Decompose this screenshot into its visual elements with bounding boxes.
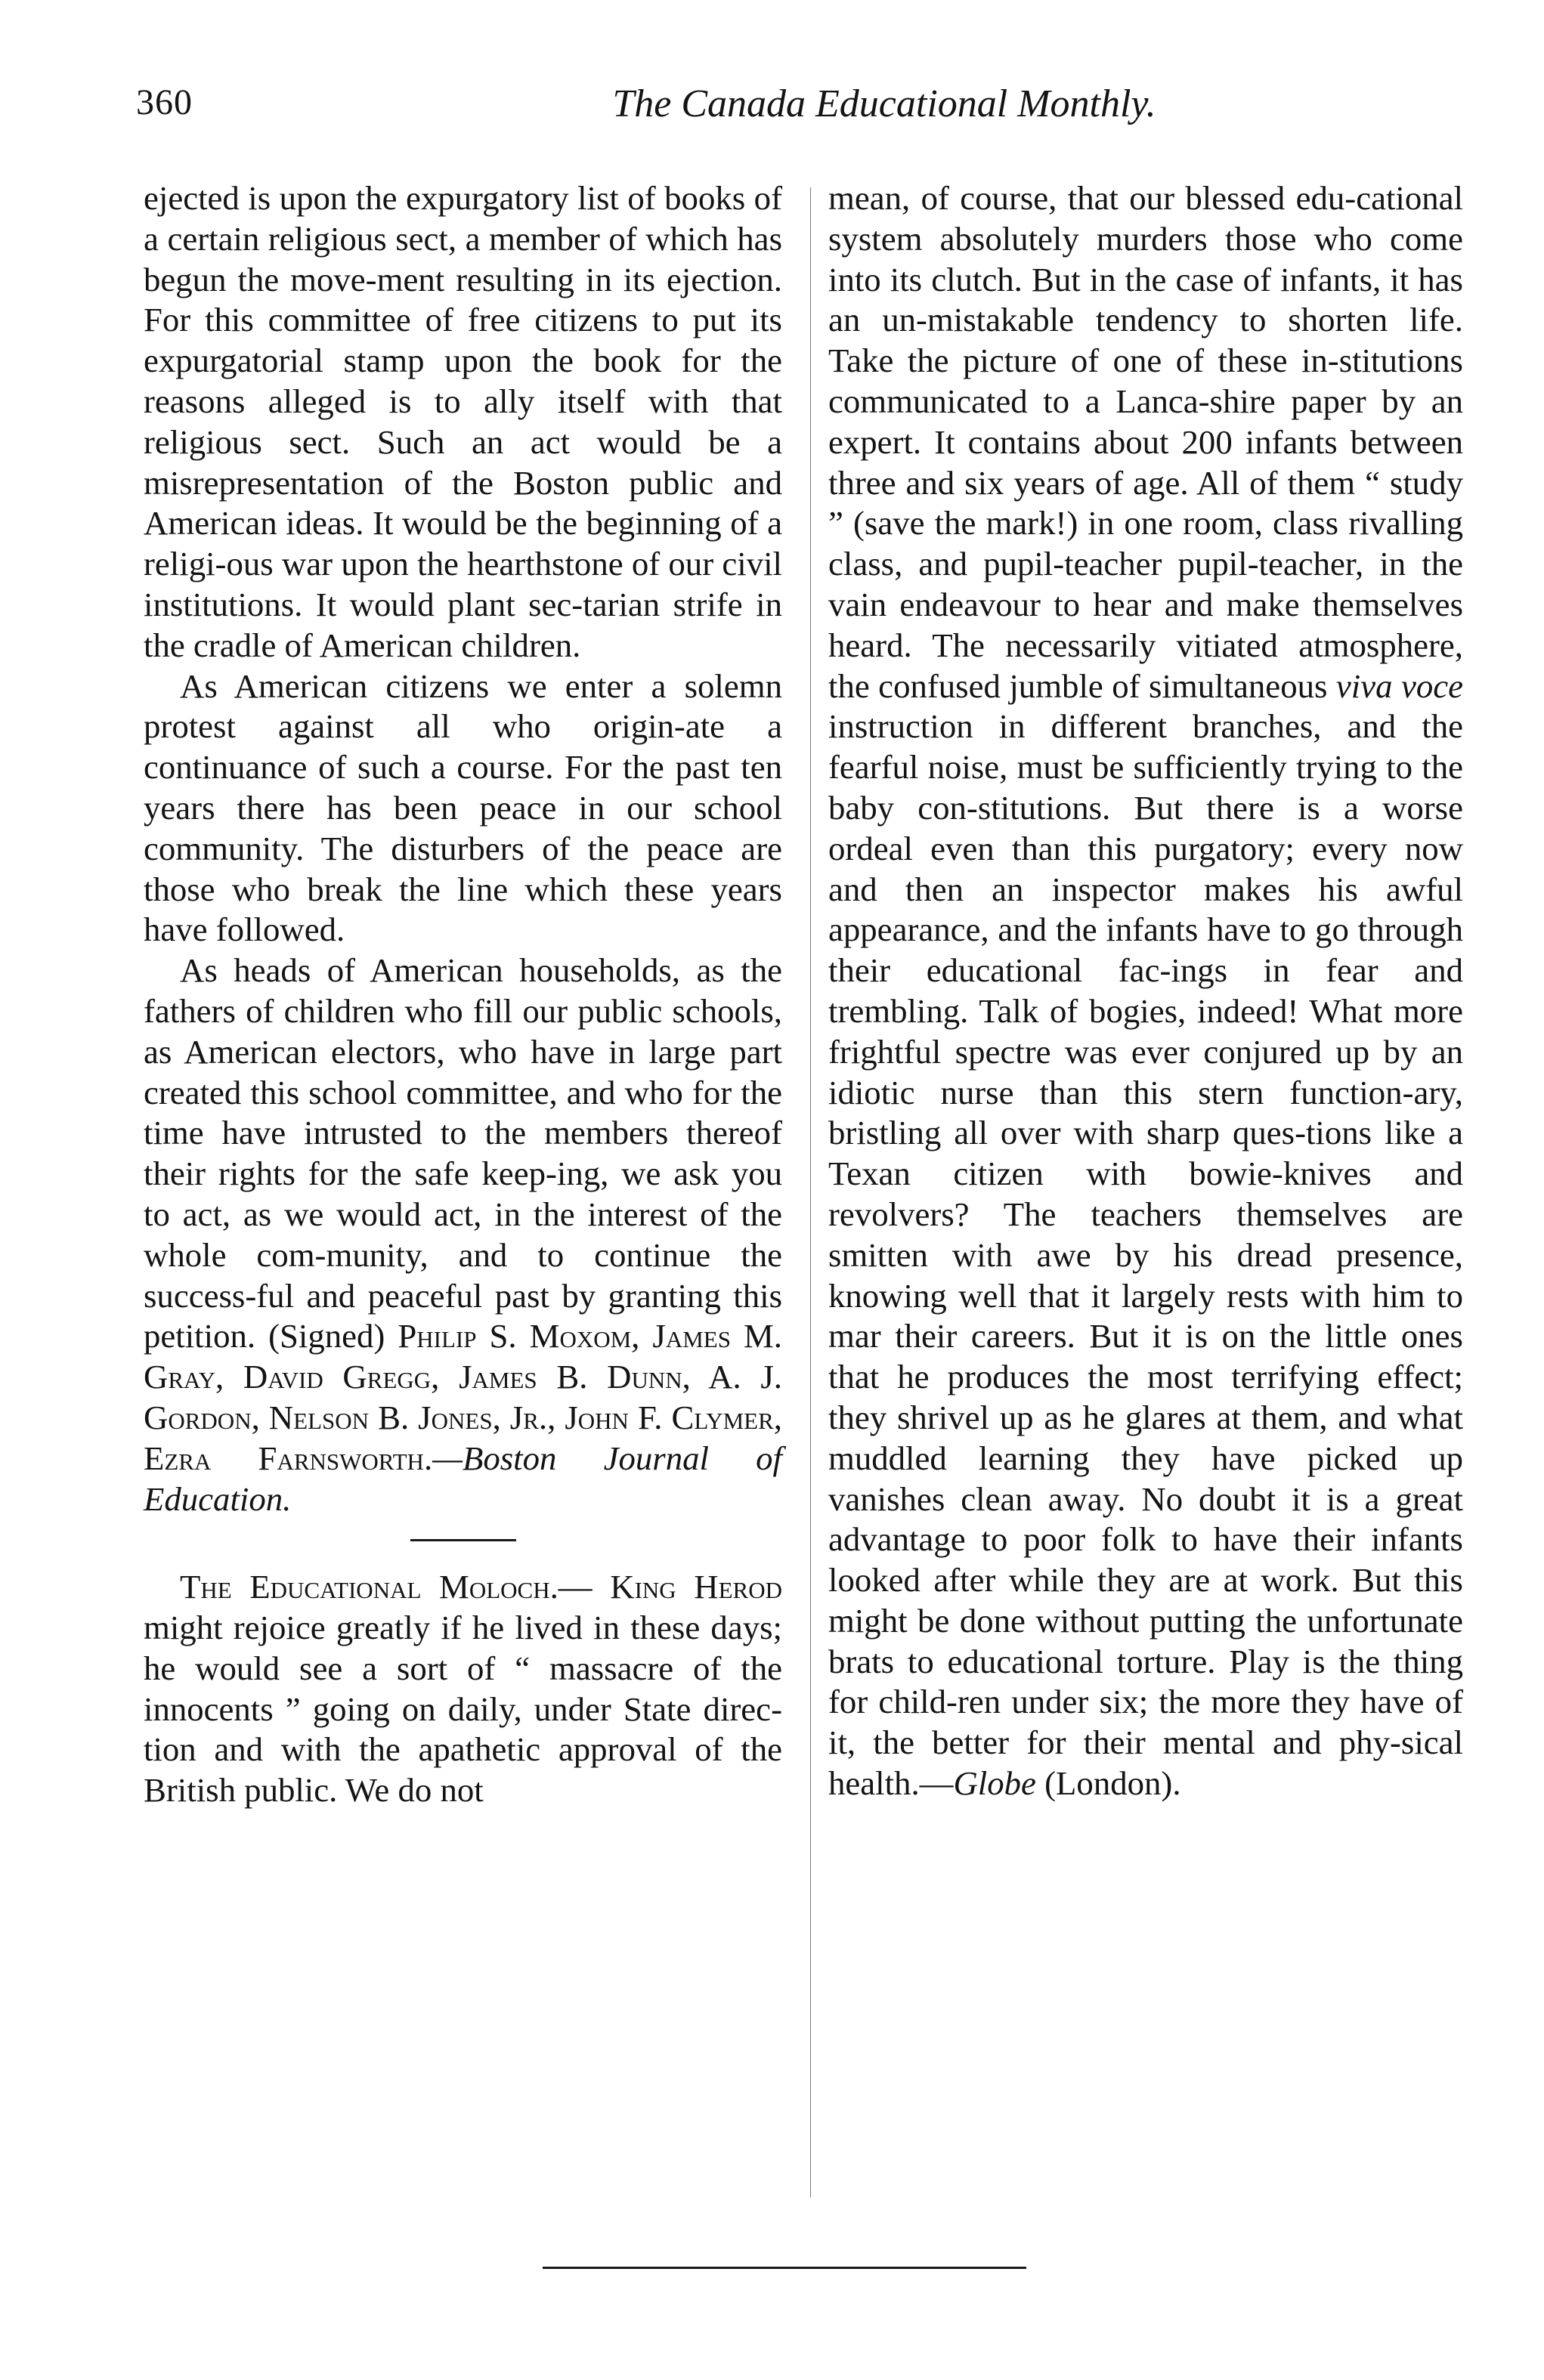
right-column [828,178,1463,1804]
left-column [144,178,782,1811]
paragraph-moloch-continued [828,178,1463,1804]
signatories: Philip S. Moxom, James M. Gray, David Gregg, James B. Dunn, A. J. Gordon, Nelson B. Jones, Jr., John F. Clymer, Ezra Farnsworth. [144,1317,782,1477]
column-divider [810,187,811,2197]
italic-phrase: viva voce [1335,666,1464,705]
petition-body-text: As heads of American households, as the fathers of children who fill our public schools, as American electors, who have in large part created this school committee, and who for the time have intrusted to the members thereof their rights for the safe keep-ing, we ask you to act, as we would act, in the interest of the whole com-munity, and to continue the success-ful and peaceful past by granting this petition. (Signed) [144,951,782,1355]
source-name: Globe [953,1764,1036,1803]
source-place: (London). [1035,1764,1181,1803]
source-citation: —Boston Journal of Education. [144,1439,783,1518]
footer-rule [543,2267,1026,2269]
page-number: 360 [136,82,193,122]
body-text-part-2: instruction in different branches, and the fearful noise, must be sufficiently trying to the baby con-stitutions. But there is a worse ordeal even than this purgatory; every now and then an inspector makes his awful appearance, and the infants have to go through their educational fac-ings in fear and trembling. Talk of bogies, indeed! What more frightful spectre was ever conjured up by an idiotic nurse than this stern function-ary, bristling all over with sharp ques-tions like a Texan citizen with bowie-knives and revolvers? The teachers themselves are smitten with awe by his dread presence, knowing well that it largely rests with him to mar their careers. But it is on the little ones that he produces the most terrifying effect; they shrivel up as he glares at them, and what muddled learning they have picked up vanishes clean away. No doubt it is a great advantage to poor folk to have their infants looked after while they are at work. But this might be done without putting the unfortunate brats to educational torture. Play is the thing for child-ren under six; the more they have of it, the better for their mental and phy-sical health.— [828,707,1463,1803]
article-lead-words: King Herod [610,1568,783,1606]
paragraph-petition-continued: ejected is upon the expurgatory list of books of a certain religious sect, a member of which has begun the move-ment resulting in its ejection. For this committee of free citizens to put its expurgatorial stamp upon the book for the reasons alleged is to ally itself with that religious sect. Such an act would be a misrepresentation of the Boston public and American ideas. It would be the beginning of a religi-ous war upon the hearthstone of our civil institutions. It would plant sec-tarian strife in the cradle of American children. [144,179,782,664]
article-heading: The Educational Moloch.— [180,1568,593,1606]
page-header [136,82,1421,134]
paragraph-petition-signed [144,950,782,1519]
running-title: The Canada Educational Monthly. [612,82,1156,125]
paragraph-protest: As American citizens we enter a solemn protest against all who origin-ate a continuance of such a course. For the past ten years there has been peace in our school community. The disturbers of the peace are those who break the line which these years have followed. [144,666,782,949]
body-text-part-1: mean, of course, that our blessed edu-cational system absolutely murders those who come into its clutch. But in the case of infants, it has an un-mistakable tendency to shorten life. Take the picture of one of these in-stitutions communicated to a Lanca-shire paper by an expert. It contains about 200 infants between three and six years of age. All of them “ study ” (save the mark!) in one room, class rivalling class, and pupil-teacher pupil-teacher, in the vain endeavour to hear and make themselves heard. The necessarily vitiated atmosphere, the confused jumble of simultaneous [828,179,1463,705]
paragraph-educational-moloch [144,1567,782,1811]
article-body-text: might rejoice greatly if he lived in these days; he would see a sort of “ massacre of the innocents ” going on daily, under State direc-tion and with the apathetic approval of the British public. We do not [144,1609,782,1810]
section-divider [410,1539,516,1541]
